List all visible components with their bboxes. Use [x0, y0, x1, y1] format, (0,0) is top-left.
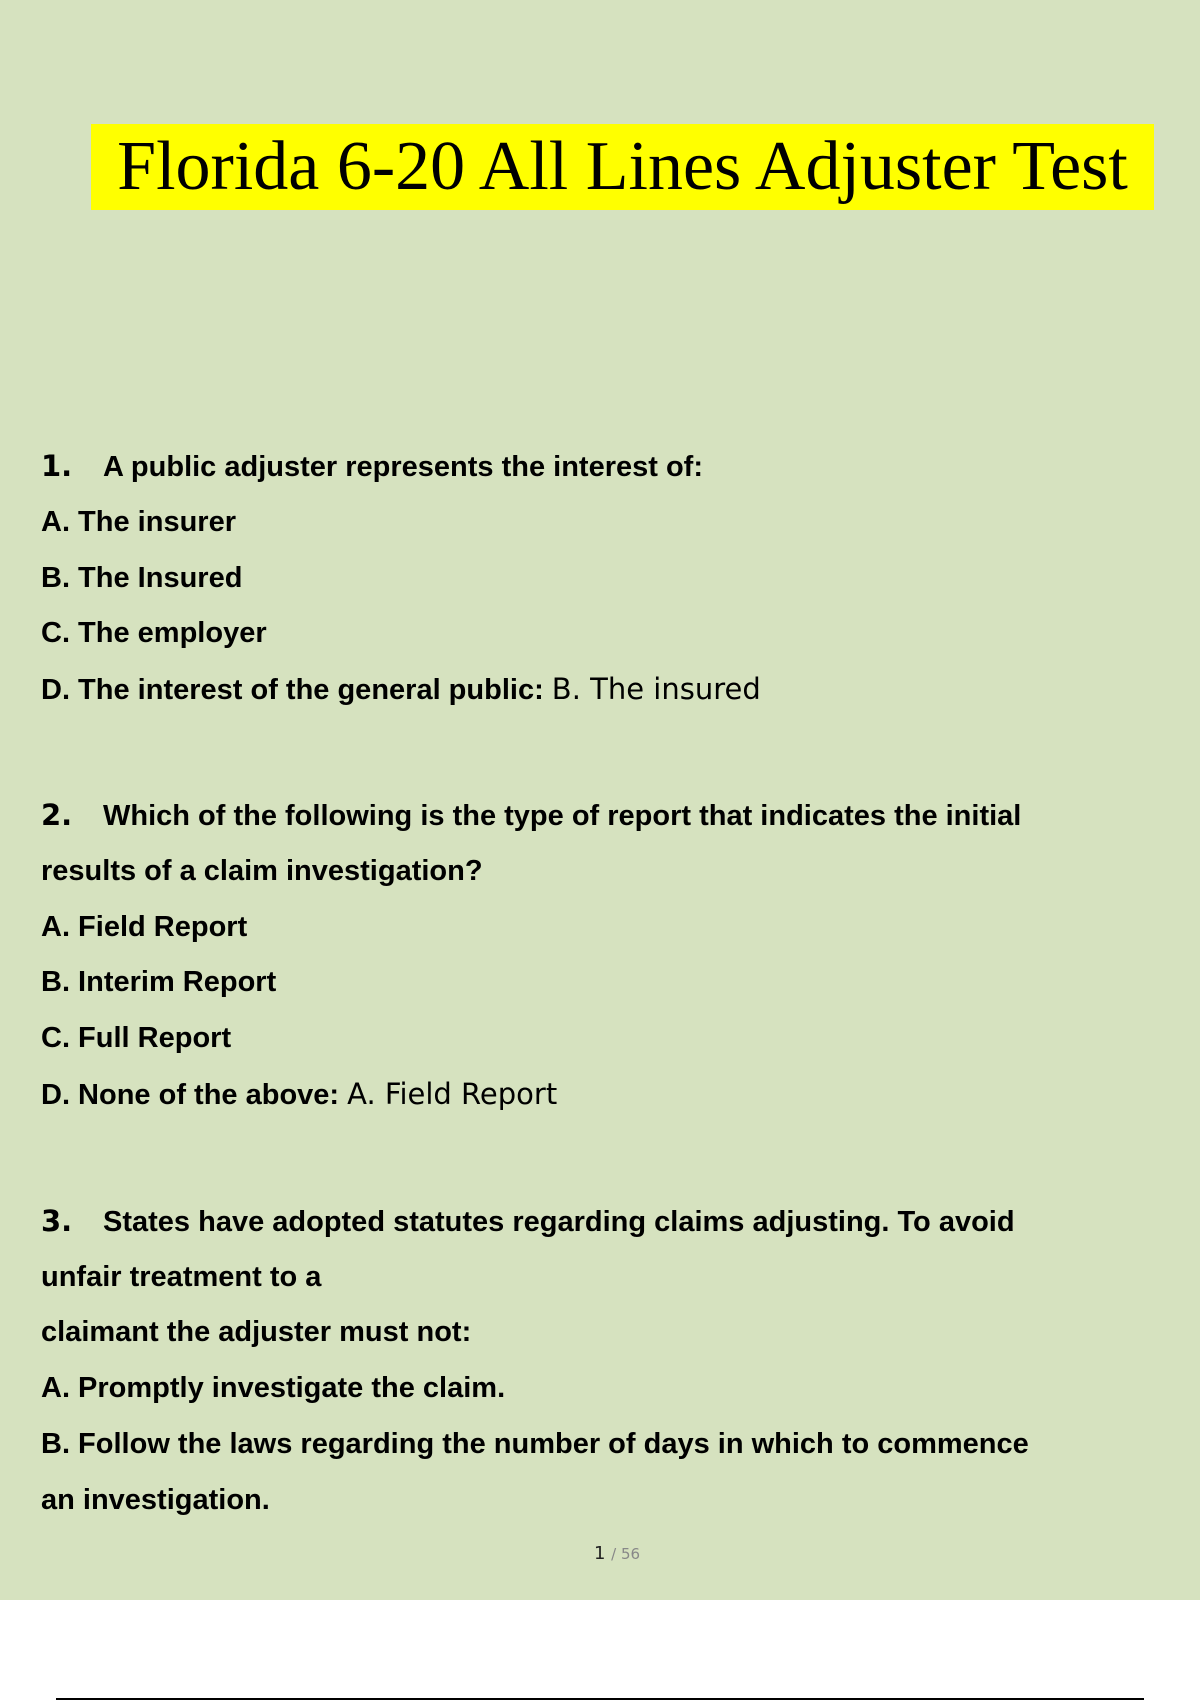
question-1-option-d [41, 671, 761, 708]
question-3-line-2: unfair treatment to a [41, 1261, 322, 1293]
question-2-line-2: results of a claim investigation? [41, 855, 483, 887]
question-1-option-d-text: D. The interest of the general public: [41, 674, 544, 706]
title-highlight [91, 124, 1154, 210]
total-pages: / 56 [611, 1545, 641, 1563]
question-1-answer: B. The insured [551, 672, 761, 706]
question-3-option-b: B. Follow the laws regarding the number of days in which to commence [41, 1428, 1029, 1460]
question-3-option-b-continued: an investigation. [41, 1484, 270, 1516]
question-2-option-c: C. Full Report [41, 1022, 232, 1054]
question-1-line-1: A public adjuster represents the interest of: [103, 451, 703, 483]
question-2-option-a: A. Field Report [41, 911, 248, 943]
question-1-number: 1. [41, 449, 73, 483]
question-2-option-d [41, 1076, 557, 1113]
question-1-text [41, 448, 703, 485]
question-1-option-b: B. The Insured [41, 562, 243, 594]
question-2-option-b: B. Interim Report [41, 966, 277, 998]
question-1-option-a: A. The insurer [41, 506, 236, 538]
question-1-option-c: C. The employer [41, 617, 267, 649]
page-number [0, 1543, 1200, 1564]
question-2-line-1: Which of the following is the type of report that indicates the initial [103, 800, 1022, 832]
question-3-text [41, 1203, 1015, 1240]
question-3-option-a: A. Promptly investigate the claim. [41, 1372, 506, 1404]
document-title: Florida 6-20 All Lines Adjuster Test [117, 128, 1128, 205]
question-2-number: 2. [41, 798, 73, 832]
question-2-answer: A. Field Report [347, 1077, 558, 1111]
question-3-line-1: States have adopted statutes regarding claims adjusting. To avoid [103, 1206, 1015, 1238]
question-3-line-3: claimant the adjuster must not: [41, 1316, 472, 1348]
question-3-number: 3. [41, 1204, 73, 1238]
current-page: 1 [593, 1543, 606, 1564]
question-2-text [41, 797, 1021, 834]
question-2-option-d-text: D. None of the above: [41, 1079, 340, 1111]
